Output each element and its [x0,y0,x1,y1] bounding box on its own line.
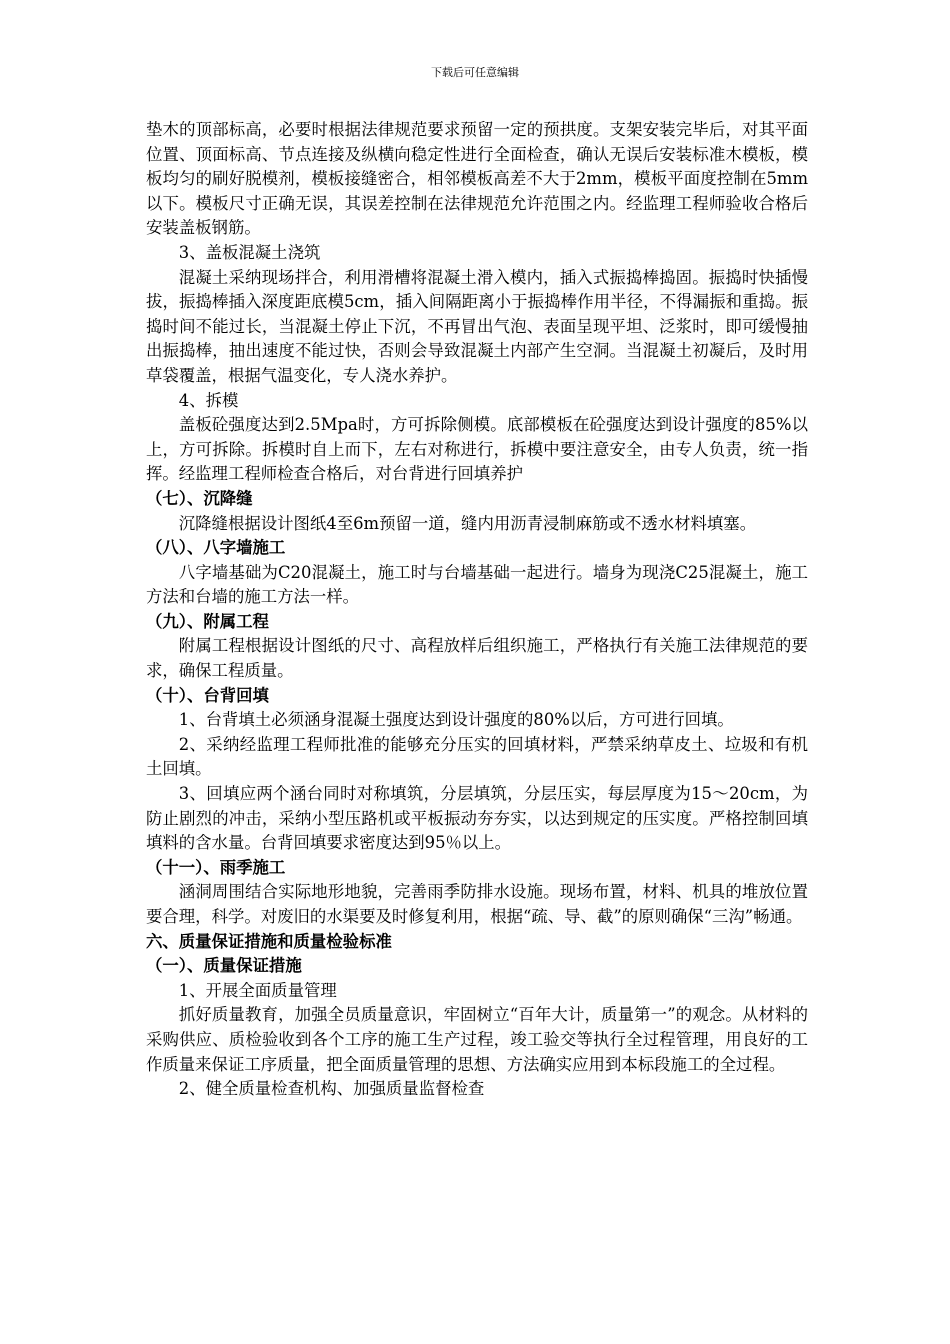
paragraph: 抓好质量教育，加强全员质量意识，牢固树立“百年大计，质量第一”的观念。从材料的采购供应、质检验收到各个工序的施工生产过程，竣工验交等执行全过程管理，用良好的工作质量来保证工序质量，把全面质量管理的思想、方法确实应用到本标段施工的全过程。 [146,1005,808,1074]
document-body [146,118,808,1102]
paragraph: 附属工程根据设计图纸的尺寸、高程放样后组织施工，严格执行有关施工法律规范的要求，确保工程质量。 [146,636,808,681]
paragraph: 垫木的顶部标高，必要时根据法律规范要求预留一定的预拱度。支架安装完毕后，对其平面位置、顶面标高、节点连接及纵横向稳定性进行全面检查，确认无误后安装标准木模板，模板均匀的刷好脱模剂，模板接缝密合，相邻模板高差不大于2mm，模板平面度控制在5mm以下。模板尺寸正确无误，其误差控制在法律规范允许范围之内。经监理工程师验收合格后安装盖板钢筋。 [146,120,808,238]
page-header: 下载后可任意编辑 [431,66,519,79]
section-heading: （八）、八字墙施工 [146,538,286,558]
section-heading: 六、质量保证措施和质量检验标准 [146,931,392,951]
section-heading: （九）、附属工程 [146,611,269,631]
paragraph: 2、采纳经监理工程师批准的能够充分压实的回填材料，严禁采纳草皮土、垃圾和有机土回填。 [146,734,808,779]
paragraph: 3、盖板混凝土浇筑 [178,242,321,262]
paragraph: 1、开展全面质量管理 [178,980,337,1000]
paragraph: 2、健全质量检查机构、加强质量监督检查 [178,1079,485,1099]
paragraph: 盖板砼强度达到2.5Mpa时，方可拆除侧模。底部模板在砼强度达到设计强度的85%以上，方可拆除。拆模时自上而下，左右对称进行，拆模中要注意安全，由专人负责，统一指挥。经监理工程师检查合格后，对台背进行回填养护 [146,415,808,484]
paragraph: 混凝土采纳现场拌合，利用滑槽将混凝土滑入模内，插入式振捣棒捣固。振捣时快插慢拔，振捣棒插入深度距底模5cm，插入间隔距离小于振捣棒作用半径，不得漏振和重捣。振捣时间不能过长，当混凝土停止下沉，不再冒出气泡、表面呈现平坦、泛浆时，即可缓慢抽出振捣棒，抽出速度不能过快，否则会导致混凝土内部产生空洞。当混凝土初凝后，及时用草袋覆盖，根据气温变化，专人浇水养护。 [146,267,808,385]
paragraph: 八字墙基础为C20混凝土，施工时与台墙基础一起进行。墙身为现浇C25混凝土，施工方法和台墙的施工方法一样。 [146,562,808,607]
paragraph: 1、台背填土必须涵身混凝土强度达到设计强度的80%以后，方可进行回填。 [178,710,734,730]
paragraph: 3、回填应两个涵台同时对称填筑，分层填筑，分层压实，每层厚度为15～20cm，为防止剧烈的冲击，采纳小型压路机或平板振动夯夯实，以达到规定的压实度。严格控制回填填料的含水量。台背回填要求密度达到95％以上。 [146,784,808,853]
paragraph: 4、拆模 [178,390,239,410]
section-heading: （一）、质量保证措施 [146,956,302,976]
section-heading: （十）、台背回填 [146,685,269,705]
section-heading: （七）、沉降缝 [146,488,253,508]
paragraph: 涵洞周围结合实际地形地貌，完善雨季防排水设施。现场布置，材料、机具的堆放位置要合理，科学。对废旧的水渠要及时修复利用，根据“疏、导、截”的原则确保“三沟”畅通。 [146,882,808,926]
section-heading: （十一）、雨季施工 [146,857,286,877]
paragraph: 沉降缝根据设计图纸4至6m预留一道，缝内用沥青浸制麻筋或不透水材料填塞。 [178,513,757,533]
